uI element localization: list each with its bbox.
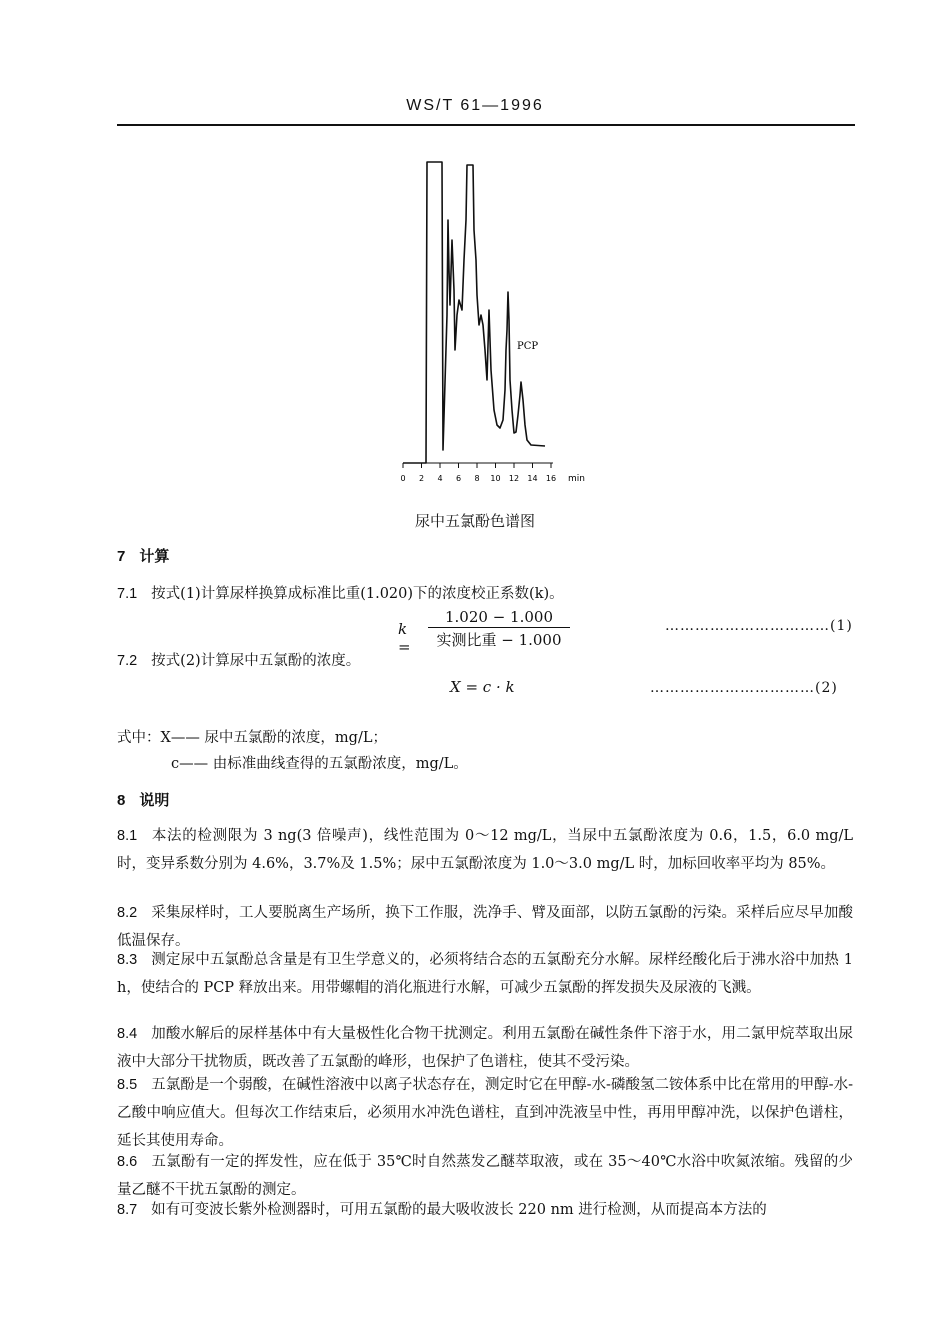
section-number: 8 <box>117 792 126 809</box>
equation-number-2: ……………………………(2) <box>650 680 838 696</box>
section-heading-8 <box>117 789 169 810</box>
section-title: 说明 <box>139 791 170 809</box>
x-axis-tick-label: 2 <box>418 474 425 483</box>
clause-7-2 <box>117 647 853 675</box>
section-heading-7 <box>117 545 169 566</box>
clause-8-4 <box>117 1020 853 1076</box>
clause-number: 8.3 <box>117 952 138 968</box>
clause-text: 按式(1)计算尿样换算成标准比重(1.020)下的浓度校正系数(k)。 <box>151 586 564 602</box>
section-title: 计算 <box>139 547 170 565</box>
x-axis-tick-label: 6 <box>455 474 462 483</box>
clause-number: 8.6 <box>117 1154 138 1170</box>
header-rule <box>117 124 855 126</box>
clause-8-7 <box>117 1196 853 1224</box>
clause-number: 8.1 <box>117 828 138 844</box>
clause-7-1 <box>117 580 853 608</box>
clause-number: 8.4 <box>117 1026 138 1042</box>
clause-8-1 <box>117 822 853 878</box>
formula-1-numerator: 1.020 − 1.000 <box>428 608 570 628</box>
clause-text: 五氯酚有一定的挥发性，应在低于 35℃时自然蒸发乙醚萃取液，或在 35～40℃水浴中吹氮浓缩。残留的少量乙醚不干扰五氯酚的测定。 <box>117 1154 853 1198</box>
formula-1-fraction <box>428 608 570 650</box>
document-header: WS/T 61—1996 <box>406 97 544 114</box>
equation-number-1: ……………………………(1) <box>665 618 853 634</box>
chromatogram-trace <box>403 162 545 463</box>
section-number: 7 <box>117 548 126 565</box>
variable-definition-x: 式中：X—— 尿中五氯酚的浓度，mg/L； <box>117 730 387 746</box>
clause-text: 加酸水解后的尿样基体中有大量极性化合物干扰测定。利用五氯酚在碱性条件下溶于水，用二氯甲烷萃取出尿液中大部分干扰物质，既改善了五氯酚的峰形，也保护了色谱柱，使其不受污染。 <box>117 1026 853 1070</box>
clause-text: 本法的检测限为 3 ng(3 倍噪声)，线性范围为 0～12 mg/L，当尿中五氯酚浓度为 0.6，1.5，6.0 mg/L时，变异系数分别为 4.6%，3.7%及 1.5%；尿中五氯酚浓度为 1.0～3.0 mg/L 时，加标回收率平均为 85%。 <box>117 828 853 872</box>
chromatogram-figure <box>395 150 595 490</box>
x-axis-tick-label: 0 <box>400 474 406 483</box>
clause-8-3 <box>117 946 853 1002</box>
x-axis-ticks <box>400 463 556 483</box>
variable-definition-c: c—— 由标准曲线查得的五氯酚浓度，mg/L。 <box>171 756 468 772</box>
clause-number: 8.7 <box>117 1202 138 1218</box>
x-axis-unit: min <box>568 474 585 484</box>
formula-2: X = c · k <box>450 678 515 696</box>
clause-text: 采集尿样时，工人要脱离生产场所，换下工作服，洗净手、臂及面部，以防五氯酚的污染。采样后应尽早加酸低温保存。 <box>117 905 853 949</box>
x-axis-tick-label: 8 <box>474 474 480 483</box>
x-axis-tick-label: 12 <box>508 474 520 483</box>
figure-caption: 尿中五氯酚色谱图 <box>414 512 535 530</box>
x-axis-tick-label: 4 <box>437 474 443 483</box>
clause-text: 如有可变波长紫外检测器时，可用五氯酚的最大吸收波长 220 nm 进行检测，从而提高本方法的 <box>151 1202 767 1218</box>
formula-1-denominator: 实测比重 − 1.000 <box>436 631 562 649</box>
clause-text: 测定尿中五氯酚总含量是有卫生学意义的，必须将结合态的五氯酚充分水解。尿样经酸化后于沸水浴中加热 1 h，使结合的 PCP 释放出来。用带螺帽的消化瓶进行水解，可减少五氯酚的挥发损失及尿液的飞溅。 <box>117 952 853 996</box>
clause-number: 8.5 <box>117 1077 138 1093</box>
x-axis-tick-label: 16 <box>545 474 557 483</box>
clause-text: 五氯酚是一个弱酸，在碱性溶液中以离子状态存在，测定时它在甲醇-水-磷酸氢二铵体系中比在常用的甲醇-水-乙酸中响应值大。但每次工作结束后，必须用水冲洗色谱柱，直到冲洗液呈中性，再用甲醇冲洗，以保护色谱柱，延长其使用寿命。 <box>117 1077 853 1149</box>
clause-number: 7.2 <box>117 653 138 669</box>
clause-number: 8.2 <box>117 905 138 921</box>
clause-text: 按式(2)计算尿中五氯酚的浓度。 <box>151 653 361 669</box>
x-axis-tick-label: 14 <box>527 474 538 483</box>
pcp-peak-label: PCP <box>517 341 539 352</box>
clause-number: 7.1 <box>117 586 138 602</box>
x-axis-tick-label: 10 <box>490 474 501 483</box>
clause-8-5 <box>117 1071 853 1155</box>
formula-1-lhs: k = <box>398 620 411 656</box>
